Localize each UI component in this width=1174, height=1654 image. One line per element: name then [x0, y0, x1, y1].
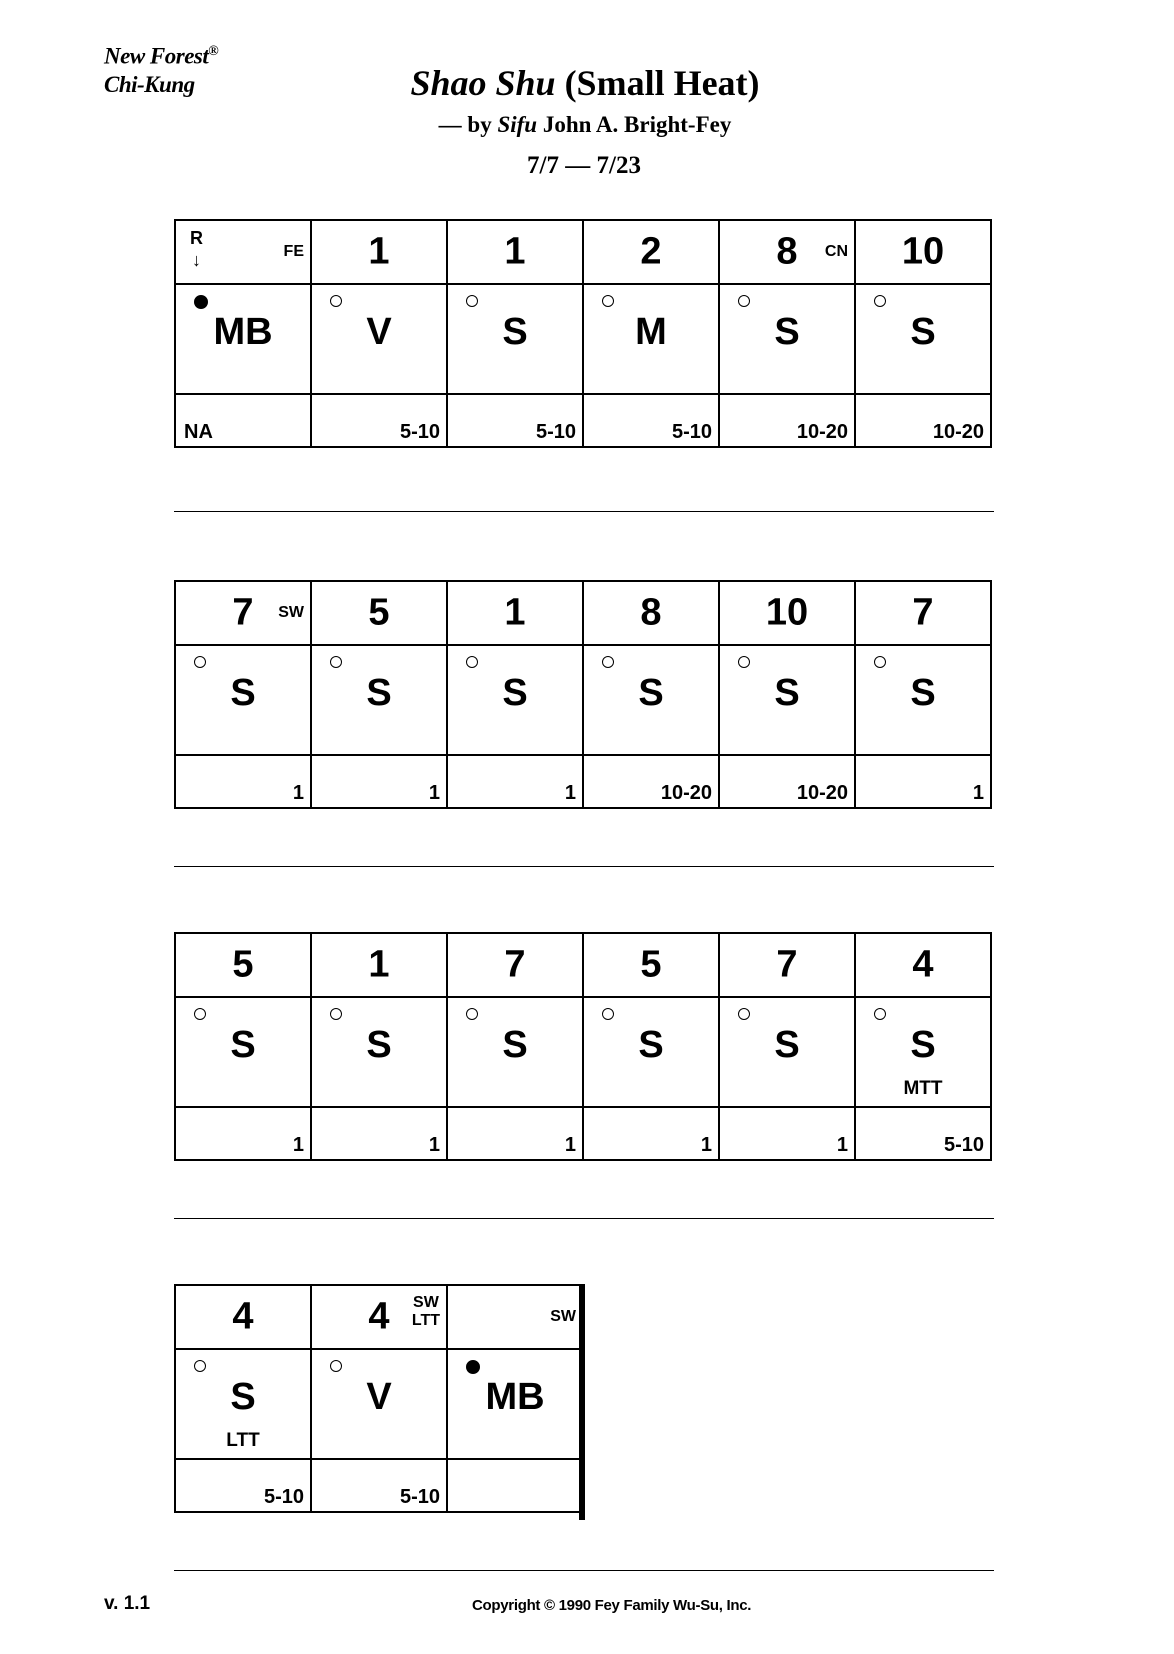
- duration-value: 5-10: [671, 421, 712, 443]
- posture-letter: S: [502, 672, 528, 714]
- duration-cell: [719, 755, 855, 808]
- count-cell: [719, 581, 855, 645]
- posture-cell: [855, 284, 991, 394]
- posture-cell: [719, 997, 855, 1107]
- count-value: 5: [232, 943, 254, 986]
- count-row: [175, 933, 991, 997]
- count-tag: SW: [278, 604, 304, 621]
- posture-row: [175, 645, 991, 755]
- duration-cell: [447, 394, 583, 447]
- count-value: 2: [640, 230, 662, 273]
- posture-cell: [447, 1349, 583, 1459]
- open-dot-icon: [602, 656, 614, 668]
- posture-cell: [447, 645, 583, 755]
- author-prefix: — by: [438, 112, 498, 137]
- posture-row: [175, 1349, 583, 1459]
- posture-letter: S: [230, 672, 256, 714]
- write-in-line: [174, 511, 994, 512]
- duration-cell: [583, 1107, 719, 1160]
- duration-value: 5-10: [535, 421, 576, 443]
- duration-value: 10-20: [796, 421, 848, 443]
- sequence-end-bar: [579, 1284, 585, 1520]
- duration-cell: [855, 1107, 991, 1160]
- count-cell: [447, 581, 583, 645]
- posture-letter: MB: [213, 311, 273, 353]
- duration-cell: [855, 394, 991, 447]
- posture-cell: [855, 645, 991, 755]
- duration-value: 1: [428, 782, 440, 804]
- count-value: 10: [765, 591, 809, 634]
- count-tag: SW: [550, 1308, 576, 1325]
- count-value: 1: [504, 591, 526, 634]
- count-value: 4: [912, 943, 934, 986]
- author-honorific: Sifu: [497, 112, 538, 137]
- posture-letter: S: [502, 1024, 528, 1066]
- posture-letter: S: [638, 1024, 664, 1066]
- count-cell: [311, 581, 447, 645]
- duration-value: 5-10: [399, 421, 440, 443]
- title-italic: Shao Shu: [410, 63, 556, 103]
- posture-cell: [175, 645, 311, 755]
- count-cell: [175, 933, 311, 997]
- duration-cell: [583, 755, 719, 808]
- count-value: 4: [232, 1295, 254, 1338]
- count-tag: SW LTT: [411, 1294, 440, 1329]
- count-value: 5: [640, 943, 662, 986]
- open-dot-icon: [466, 295, 478, 307]
- duration-cell: [175, 394, 311, 447]
- duration-value: 1: [836, 1134, 848, 1156]
- duration-value: 1: [292, 782, 304, 804]
- duration-value: 10-20: [796, 782, 848, 804]
- count-value: 1: [368, 230, 390, 273]
- duration-cell: [719, 394, 855, 447]
- count-cell: [175, 1285, 311, 1349]
- duration-value: 5-10: [263, 1486, 304, 1508]
- sequence-grid-3: [174, 932, 992, 1161]
- copyright-notice: Copyright © 1990 Fey Family Wu-Su, Inc.: [472, 1597, 752, 1614]
- count-value: 5: [368, 591, 390, 634]
- duration-cell: [311, 1107, 447, 1160]
- duration-value: 5-10: [943, 1134, 984, 1156]
- posture-row: [175, 284, 991, 394]
- count-value: 7: [912, 591, 934, 634]
- count-cell: [311, 220, 447, 284]
- count-row: [175, 1285, 583, 1349]
- write-in-line: [174, 1218, 994, 1219]
- duration-row: [175, 394, 991, 447]
- posture-letter: S: [366, 672, 392, 714]
- open-dot-icon: [874, 1008, 886, 1020]
- duration-cell: [719, 1107, 855, 1160]
- write-in-line: [174, 866, 994, 867]
- open-dot-icon: [602, 1008, 614, 1020]
- duration-value: 5-10: [399, 1486, 440, 1508]
- count-tag: FE: [283, 243, 304, 260]
- open-dot-icon: [194, 1008, 206, 1020]
- count-value: 8: [640, 591, 662, 634]
- posture-cell: [311, 1349, 447, 1459]
- duration-cell: [855, 755, 991, 808]
- posture-letter: M: [635, 311, 667, 353]
- count-tag: CN: [824, 243, 848, 260]
- count-cell: [175, 220, 311, 284]
- count-cell: [855, 581, 991, 645]
- count-value: 8: [776, 230, 798, 273]
- duration-value: 1: [564, 1134, 576, 1156]
- count-value: 7: [776, 943, 798, 986]
- count-cell: [855, 933, 991, 997]
- count-cell: [583, 581, 719, 645]
- posture-cell: [311, 997, 447, 1107]
- open-dot-icon: [466, 656, 478, 668]
- open-dot-icon: [194, 656, 206, 668]
- posture-cell: [447, 284, 583, 394]
- brand-line1: New Forest: [104, 43, 209, 69]
- count-value: 1: [368, 943, 390, 986]
- count-value: 10: [901, 230, 945, 273]
- count-cell: [175, 581, 311, 645]
- posture-letter: V: [366, 311, 392, 353]
- duration-value: 1: [292, 1134, 304, 1156]
- open-dot-icon: [738, 656, 750, 668]
- direction-flag: R ↓: [190, 228, 203, 270]
- count-cell: [311, 933, 447, 997]
- duration-row: [175, 1107, 991, 1160]
- posture-letter: S: [910, 1024, 936, 1066]
- sequence-grid-4: [174, 1284, 584, 1513]
- posture-letter: S: [774, 1024, 800, 1066]
- duration-value: 10-20: [932, 421, 984, 443]
- count-cell: [719, 220, 855, 284]
- posture-cell: [583, 645, 719, 755]
- author-line: [439, 112, 732, 138]
- posture-note: LTT: [226, 1430, 260, 1451]
- count-cell: [855, 220, 991, 284]
- duration-row: [175, 755, 991, 808]
- duration-cell: [175, 755, 311, 808]
- posture-cell: [719, 645, 855, 755]
- brand-line2: Chi-Kung: [104, 71, 195, 97]
- sequence-grid-2: [174, 580, 992, 809]
- registered-mark: ®: [208, 44, 219, 59]
- posture-letter: S: [502, 311, 528, 353]
- count-cell: [719, 933, 855, 997]
- open-dot-icon: [330, 295, 342, 307]
- title-rest: (Small Heat): [555, 63, 760, 103]
- filled-dot-icon: [194, 295, 208, 309]
- duration-na: NA: [184, 421, 213, 443]
- open-dot-icon: [194, 1360, 206, 1372]
- posture-letter: S: [230, 1024, 256, 1066]
- duration-row: [175, 1459, 583, 1512]
- posture-cell: [175, 284, 311, 394]
- posture-letter: S: [910, 311, 936, 353]
- count-cell: [447, 1285, 583, 1349]
- open-dot-icon: [738, 1008, 750, 1020]
- count-value: 7: [232, 591, 254, 634]
- posture-letter: S: [366, 1024, 392, 1066]
- posture-cell: [175, 1349, 311, 1459]
- posture-letter: V: [366, 1376, 392, 1418]
- count-value: 1: [504, 230, 526, 273]
- count-row: [175, 220, 991, 284]
- duration-value: 1: [700, 1134, 712, 1156]
- posture-letter: MB: [485, 1376, 545, 1418]
- posture-letter: S: [774, 672, 800, 714]
- duration-cell: [447, 1459, 583, 1512]
- duration-value: 1: [428, 1134, 440, 1156]
- duration-cell: [447, 1107, 583, 1160]
- count-value: 4: [368, 1295, 390, 1338]
- posture-letter: S: [910, 672, 936, 714]
- duration-cell: [175, 1107, 311, 1160]
- write-in-line: [174, 1570, 994, 1571]
- posture-cell: [719, 284, 855, 394]
- duration-value: 1: [972, 782, 984, 804]
- posture-cell: [855, 997, 991, 1107]
- open-dot-icon: [330, 1008, 342, 1020]
- duration-cell: [311, 1459, 447, 1512]
- count-cell: [311, 1285, 447, 1349]
- duration-cell: [311, 394, 447, 447]
- count-value: 7: [504, 943, 526, 986]
- duration-value: 1: [564, 782, 576, 804]
- posture-letter: S: [774, 311, 800, 353]
- brand-mark: [104, 38, 218, 99]
- posture-cell: [175, 997, 311, 1107]
- posture-row: [175, 997, 991, 1107]
- open-dot-icon: [874, 656, 886, 668]
- open-dot-icon: [466, 1008, 478, 1020]
- posture-cell: [311, 645, 447, 755]
- filled-dot-icon: [466, 1360, 480, 1374]
- count-cell: [583, 220, 719, 284]
- posture-letter: S: [638, 672, 664, 714]
- sequence-grid-1: [174, 219, 992, 448]
- open-dot-icon: [738, 295, 750, 307]
- open-dot-icon: [330, 1360, 342, 1372]
- open-dot-icon: [330, 656, 342, 668]
- author-name: John A. Bright-Fey: [537, 112, 732, 137]
- posture-cell: [311, 284, 447, 394]
- count-cell: [447, 933, 583, 997]
- version-label: v. 1.1: [104, 1593, 151, 1614]
- count-cell: [447, 220, 583, 284]
- posture-note: MTT: [903, 1078, 943, 1099]
- duration-cell: [311, 755, 447, 808]
- duration-cell: [175, 1459, 311, 1512]
- posture-cell: [583, 284, 719, 394]
- posture-cell: [447, 997, 583, 1107]
- count-cell: [583, 933, 719, 997]
- posture-letter: S: [230, 1376, 256, 1418]
- count-row: [175, 581, 991, 645]
- date-range: 7/7 — 7/23: [527, 152, 641, 179]
- duration-cell: [583, 394, 719, 447]
- open-dot-icon: [602, 295, 614, 307]
- duration-cell: [447, 755, 583, 808]
- duration-value: 10-20: [660, 782, 712, 804]
- posture-cell: [583, 997, 719, 1107]
- page-title: [410, 62, 759, 104]
- open-dot-icon: [874, 295, 886, 307]
